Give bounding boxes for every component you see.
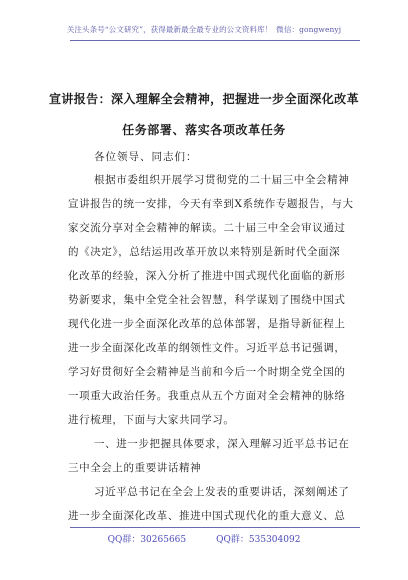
- header-divider: [70, 40, 360, 41]
- greeting: 各位领导、同志们：: [94, 151, 198, 163]
- body-line: 根据市委组织开展学习贯彻党的二十届三中全会精神: [94, 174, 350, 186]
- document-title-line-2: 任务部署、落实各项改革任务: [122, 123, 286, 137]
- body-line: 家交流分享对全会精神的解读。二十届三中全会审议通过: [68, 222, 346, 234]
- footer: [0, 532, 408, 545]
- footer-qq-group-2: QQ群：535304092: [216, 535, 301, 545]
- body-line: 化改革的经验，深入分析了推进中国式现代化面临的新形: [68, 270, 346, 282]
- body-line: 宣讲报告的统一安排，今天有幸到X系统作专题报告，与大: [68, 198, 354, 210]
- body-line: 的《决定》，总结运用改革开放以来特别是新时代全面深: [68, 246, 341, 258]
- header-banner: [0, 24, 408, 35]
- body-line: 进行梳理，下面与大家共同学习。: [68, 414, 235, 426]
- footer-divider: [70, 527, 360, 528]
- header-wechat-text: 微信：gongwenyj: [276, 25, 342, 34]
- body-line: 学习好贯彻好全会精神是当前和今后一个时期全党全国的: [68, 366, 346, 378]
- document-title-line-1: 宣讲报告：深入理解全会精神，把握进一步全面深化改革: [48, 92, 359, 106]
- body-line: 势新要求，集中全党全社会智慧，科学谋划了围绕中国式: [68, 294, 346, 306]
- section-heading-line: 一、进一步把握具体要求，深入理解习近平总书记在: [94, 438, 350, 450]
- body-line: 现代化进一步全面深化改革的总体部署，是指导新征程上: [68, 318, 346, 330]
- body-line: 进一步全面深化改革、推进中国式现代化的重大意义、总: [68, 510, 346, 522]
- footer-qq-group-1: QQ群：30265665: [107, 535, 187, 545]
- header-banner-text: 关注头条号“公文研究”，获得最新最全最专业的公文资料库！: [66, 25, 273, 34]
- body-line: 进一步全面深化改革的纲领性文件。习近平总书记强调，: [68, 342, 346, 354]
- section-heading-line: 三中全会上的重要讲话精神: [68, 462, 202, 474]
- body-line: 习近平总书记在全会上发表的重要讲话，深刻阐述了: [94, 486, 350, 498]
- body-line: 一项重大政治任务。我重点从五个方面对全会精神的脉络: [68, 390, 346, 402]
